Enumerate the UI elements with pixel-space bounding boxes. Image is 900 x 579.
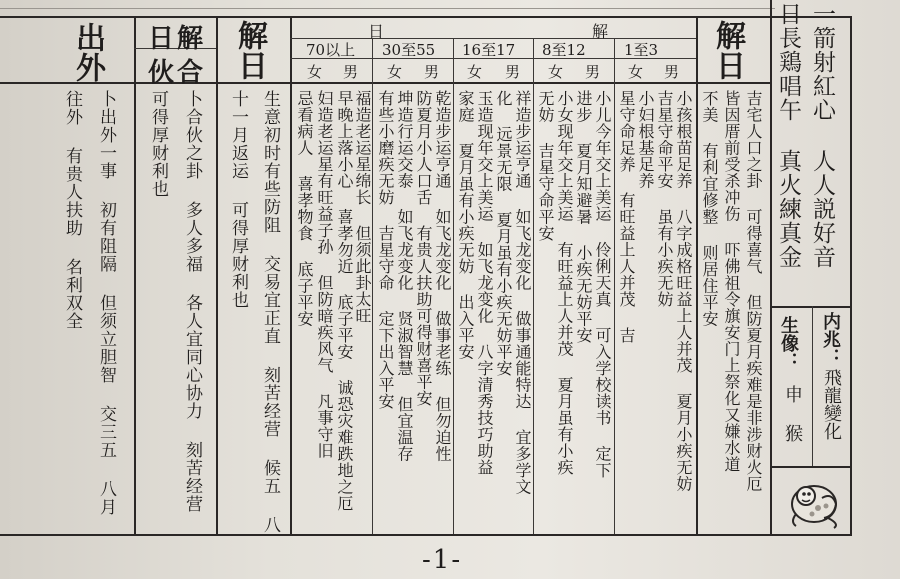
text-column-12: 坤造行运交泰 如飞龙变化 贤淑智慧 但宜温存 bbox=[395, 90, 414, 462]
text-column-02: 卜出外一事 初有阻隔 但须立胆智 交三五 八月 bbox=[96, 90, 116, 516]
gender-nv: 女 bbox=[467, 63, 483, 81]
page-number: -1- bbox=[422, 545, 463, 575]
text-column-10: 福造老运星绵长 但须此卦太旺 bbox=[353, 90, 372, 324]
text-column-13: 防夏月小人口舌 有贵人扶助可得财喜平安 bbox=[414, 90, 433, 407]
text-column-07: 忌看病人 喜孝物食 底子平安 bbox=[295, 90, 314, 327]
monkey-icon bbox=[782, 474, 844, 530]
header-huohe: 伙合 bbox=[148, 58, 207, 88]
divider-jieri bbox=[290, 16, 292, 536]
divider-huohe bbox=[216, 16, 218, 536]
age-1-3: 1至3 bbox=[624, 41, 659, 59]
age-8-12: 8至12 bbox=[542, 41, 586, 59]
frame-top bbox=[0, 16, 852, 18]
text-column-18: 祥造步运亨通 如飞龙变化 做事通能特达 宜多学文 bbox=[513, 90, 532, 495]
neizhao-label: 内兆： bbox=[820, 312, 841, 366]
text-column-27: 不美 有利宜修整 则居住平安 bbox=[700, 90, 719, 327]
panel-rule-1 bbox=[770, 306, 852, 308]
text-column-26: 小孩根苗足养 八字成格旺益上人并茂 夏月小疾无妨 bbox=[674, 90, 693, 492]
gender-nan: 男 bbox=[424, 63, 440, 81]
divider-age-2 bbox=[453, 38, 454, 534]
top-rule bbox=[0, 8, 775, 9]
header-jieri: 解日 bbox=[232, 20, 267, 80]
gender-nv: 女 bbox=[387, 63, 403, 81]
neizhao-value: 飛龍變化 bbox=[821, 368, 842, 440]
text-column-03: 可得厚财利也 bbox=[148, 90, 168, 198]
poem-line-2: 日長鶏唱午 真火練真金 bbox=[775, 2, 801, 269]
text-column-16: 玉造现年交上美运 如飞龙变化 八字清秀技巧助益 bbox=[475, 90, 494, 476]
gender-nv: 女 bbox=[307, 63, 323, 81]
panel-divider bbox=[812, 306, 813, 466]
text-column-15: 家庭 夏月虽有小疾无妨 出入平安 bbox=[456, 90, 475, 360]
header-bottom-rule bbox=[0, 82, 770, 84]
divider-jieri-right bbox=[696, 16, 698, 536]
text-column-22: 小儿今年交上美运 伶俐天真 可入学校读书 定下 bbox=[593, 90, 612, 479]
header-jie: 解 bbox=[592, 22, 609, 41]
text-column-11: 有些小磨疾无妨 吉星守命 定下出入平安 bbox=[376, 90, 395, 410]
text-column-21: 进步 夏月知避暑 小疾无妨平安 bbox=[574, 90, 593, 344]
header-jieri-right: 解日 bbox=[710, 20, 745, 80]
text-column-05: 十一月返运 可得厚财利也 bbox=[228, 90, 248, 309]
text-column-06: 生意初时有些防阻 交易宜正直 刻苦经营 候五 八 bbox=[260, 90, 280, 534]
text-column-29: 吉宅人口之卦 可得喜气 但防夏月疾难是非涉财火厄 bbox=[744, 90, 763, 492]
text-column-14: 乾造步运亨通 如飞龙变化 做事老练 但勿迫性 bbox=[433, 90, 452, 462]
gender-nan: 男 bbox=[505, 63, 521, 81]
poem-line-1: 一箭射紅心 人人説好音 bbox=[809, 2, 835, 269]
age-70: 70以上 bbox=[306, 41, 356, 59]
text-column-28: 皆因厝前受杀冲伤 吓佛祖令旗安门上祭化又嫌水道 bbox=[722, 90, 741, 473]
shengxiang-value: 申 猴 bbox=[782, 385, 803, 442]
text-column-01: 往外 有贵人扶助 名利双全 bbox=[62, 90, 82, 330]
text-column-19: 无妨 吉星守命平安 bbox=[536, 90, 555, 242]
text-column-08: 妇造老运星有旺益子孙 但防暗疾风气 凡事守旧 bbox=[315, 90, 334, 459]
divider-age-4 bbox=[614, 38, 615, 534]
age-30-55: 30至55 bbox=[382, 41, 436, 59]
panel-rule-2 bbox=[770, 466, 852, 468]
gender-nan: 男 bbox=[664, 63, 680, 81]
shengxiang-label: 生像： bbox=[778, 316, 799, 370]
text-column-17: 化 远景无限 夏月虽有小疾无妨平安 bbox=[494, 90, 513, 377]
gender-nan: 男 bbox=[343, 63, 359, 81]
text-column-20: 小女现年交上美运 有旺益上人并茂 夏月虽有小疾 bbox=[555, 90, 574, 476]
text-column-09: 早晚上落小心 喜孝勿近 底子平安 诚恐灾难跌地之厄 bbox=[335, 90, 354, 512]
frame-right bbox=[850, 16, 852, 536]
header-ri: 日 bbox=[368, 22, 385, 41]
divider-age-3 bbox=[533, 38, 534, 534]
divider-panel bbox=[770, 0, 772, 536]
frame-bottom bbox=[0, 534, 852, 536]
text-column-23: 星守命足养 有旺益上人并茂 吉 bbox=[617, 90, 636, 344]
header-rijie: 日解 bbox=[148, 24, 207, 54]
divider-chuwai bbox=[134, 16, 136, 536]
age-16-17: 16至17 bbox=[462, 41, 516, 59]
text-column-04: 卜合伙之卦 多人多福 各人宜同心协力 刻苦经营 bbox=[182, 90, 202, 513]
text-column-24: 小妇根基足养 bbox=[636, 90, 655, 189]
gender-nan: 男 bbox=[585, 63, 601, 81]
divider-age-1 bbox=[372, 38, 373, 534]
gender-nv: 女 bbox=[628, 63, 644, 81]
gender-nv: 女 bbox=[548, 63, 564, 81]
text-column-25: 吉星守命平安 虽有小疾无妨 bbox=[655, 90, 674, 308]
header-chuwai: 出外 bbox=[70, 22, 105, 82]
